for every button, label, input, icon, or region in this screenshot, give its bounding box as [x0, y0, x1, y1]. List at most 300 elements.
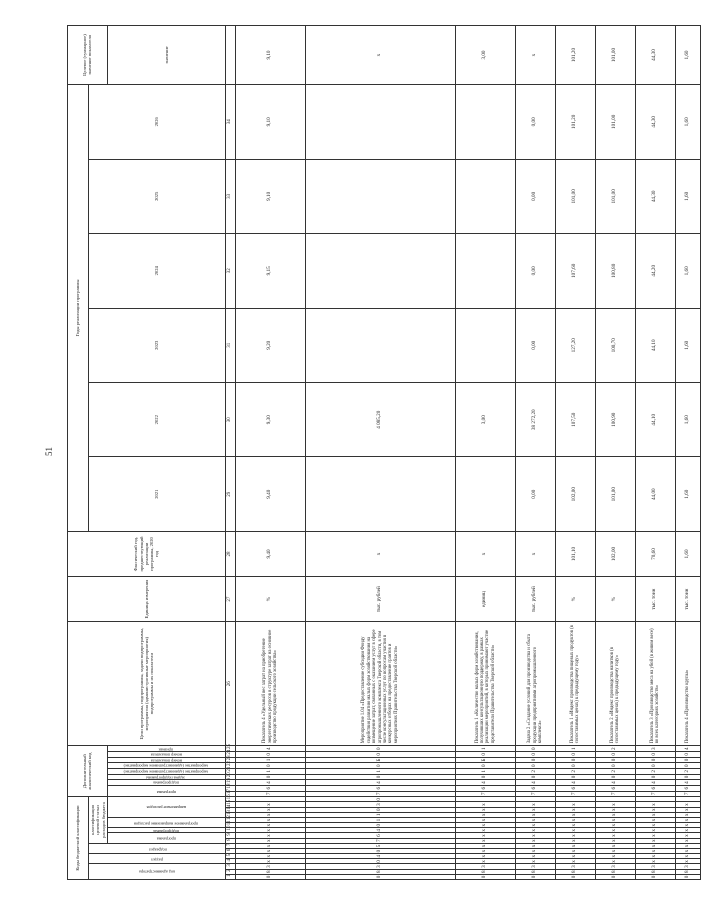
budget-code-digit: 0 [305, 797, 455, 802]
program-code-digit: 0 [515, 757, 555, 763]
indicator-fact-value: 102,00 [595, 531, 635, 576]
indicator-year-value: 1,60 [675, 85, 700, 160]
program-code-digit: 2 [635, 768, 675, 774]
indicator-unit: % [595, 577, 635, 622]
budget-code-digit: x [675, 807, 700, 812]
indicator-year-value: 1,60 [675, 159, 700, 233]
indicator-name: Показатель 2 «Индекс производства напитков (в сопоставимых ценах) к предыдущему году» [595, 622, 635, 746]
target-header: Целевое (суммарное) значение показателя [68, 26, 108, 85]
budget-code-digit: x [635, 828, 675, 833]
program-code-digit: 2 [555, 768, 595, 774]
program-code-digit: 6 [305, 785, 455, 791]
indicator-year-value: 44,00 [635, 457, 675, 531]
indicator-fact-value: 70,60 [635, 531, 675, 576]
budget-code-digit: 0 [555, 874, 595, 879]
budget-code-digit: 3 [675, 864, 700, 869]
budget-code-digit: x [595, 848, 635, 853]
index-cell: 29 [225, 457, 235, 531]
table-row [595, 26, 635, 880]
indicator-year-value: 3,00 [455, 382, 515, 456]
indicator-fact-value: 1,60 [675, 531, 700, 576]
budget-code-digit: x [555, 812, 595, 817]
budget-code-digit: x [635, 848, 675, 853]
year-2023-header: 2023 [89, 308, 226, 382]
indicator-target-value: 101,20 [555, 26, 595, 85]
indicator-year-value [305, 159, 455, 233]
index-cell: 4 [225, 859, 235, 864]
indicator-name: Показатель 4 «Удельный вес затрат на приобретение энергетических ресурсов в структуре затрат на основное производство продукции сельского хозяйства» [235, 622, 305, 746]
budget-code-digit: 8 [555, 869, 595, 874]
budget-code-digit: x [635, 823, 675, 828]
program-code-digit: 1 [305, 768, 455, 774]
index-cell: 17 [225, 791, 235, 797]
program-code-digit: 0 [555, 752, 595, 758]
budget-code-digit: 8 [515, 869, 555, 874]
budget-code-digit: 4 [305, 854, 455, 859]
indicator-year-value: 9,10 [235, 159, 305, 233]
program-code-digit: 0 [595, 763, 635, 769]
indicator-unit: % [555, 577, 595, 622]
budget-code-digit: x [635, 859, 675, 864]
index-cell: 28 [225, 531, 235, 576]
budget-code-digit: x [235, 817, 305, 822]
budget-code-digit: x [675, 828, 700, 833]
program-code-digit: 0 [675, 774, 700, 780]
indicator-target-value: 1,60 [675, 26, 700, 85]
budget-code-digit: x [455, 854, 515, 859]
program-code-digit: 0 [675, 752, 700, 758]
program-code-digit: 7 [595, 791, 635, 797]
indicator-unit: тыс. тонн [635, 577, 675, 622]
index-cell: 25 [225, 746, 235, 752]
indicator-year-value: 9,40 [235, 457, 305, 531]
indicator-year-value: 9,15 [235, 234, 305, 308]
budget-code-digit: 0 [455, 874, 515, 879]
budget-code-digit: x [675, 859, 700, 864]
budget-code-digit: 3 [555, 864, 595, 869]
budget-code-digit: x [595, 838, 635, 843]
budget-code-digit: 3 [635, 864, 675, 869]
program-code-digit: 0 [305, 752, 455, 758]
prog-task-header: задача подпрограммы [107, 774, 225, 780]
budget-code-digit: x [635, 838, 675, 843]
indicator-year-value: 102,00 [555, 457, 595, 531]
budget-code-digit: x [515, 802, 555, 807]
program-code-digit: 1 [455, 746, 515, 752]
name-header: Цели программы, подпрограммы, задачи подпрограммы, мероприятия (административные мероприятия) подпрограммы и их показатели [68, 622, 226, 746]
program-code-digit: 7 [515, 791, 555, 797]
budget-code-digit: x [235, 823, 305, 828]
program-code-digit: 1 [555, 746, 595, 752]
index-cell: 5 [225, 854, 235, 859]
budget-code-digit: x [595, 843, 635, 848]
budget-code-digit: x [635, 807, 675, 812]
section-header: раздел [89, 854, 226, 864]
indicator-fact-value: 9,40 [235, 531, 305, 576]
program-code-digit: 0 [595, 752, 635, 758]
program-code-digit: 0 [455, 752, 515, 758]
indicator-year-value: 0,00 [515, 457, 555, 531]
program-code-digit: 7 [455, 791, 515, 797]
indicator-year-value: 107,50 [555, 382, 595, 456]
index-cell: 34 [225, 85, 235, 160]
budget-code-digit: x [555, 807, 595, 812]
table-row [305, 26, 455, 880]
indicator-year-value: 1,60 [675, 382, 700, 456]
prog-sign-header: признак [107, 746, 225, 752]
indicator-year-value: 38 272,20 [515, 382, 555, 456]
index-cell: 3 [225, 864, 235, 869]
budget-codes-header: Коды бюджетной классификации [68, 797, 89, 880]
indicator-year-value: 101,20 [555, 85, 595, 160]
indicator-year-value [455, 234, 515, 308]
program-code-digit: 0 [635, 752, 675, 758]
indicator-year-value: 44,20 [635, 234, 675, 308]
budget-code-digit: 1 [305, 817, 455, 822]
program-code-digit: 6 [555, 785, 595, 791]
program-code-digit: 4 [675, 746, 700, 752]
budget-code-digit: x [675, 802, 700, 807]
prog-subprogram-header: подпрограмма [107, 780, 225, 786]
indicator-year-value: 1,60 [675, 234, 700, 308]
index-cell: 2 [225, 869, 235, 874]
program-code-digit: 0 [515, 752, 555, 758]
indicator-year-value: 0,00 [515, 308, 555, 382]
budget-code-digit: x [235, 812, 305, 817]
budget-code-digit: x [515, 848, 555, 853]
index-cell: 24 [225, 752, 235, 758]
budget-code-digit: x [675, 848, 700, 853]
program-code-digit: 6 [515, 785, 555, 791]
fact-year-header: Фактический год, предшествующий реализации программы, 2020 год [68, 531, 226, 576]
budget-code-digit: 0 [305, 874, 455, 879]
program-code-digit: 7 [635, 791, 675, 797]
year-2022-header: 2022 [89, 382, 226, 456]
index-cell: 15 [225, 802, 235, 807]
budget-code-digit: x [555, 823, 595, 828]
index-cell: 12 [225, 817, 235, 822]
budget-code-digit: 8 [635, 869, 675, 874]
budget-code-digit: x [595, 828, 635, 833]
program-code-digit: 7 [555, 791, 595, 797]
program-code-digit: 4 [305, 780, 455, 786]
indicators-table-sheet [67, 25, 691, 880]
indicator-year-value: 9,10 [235, 85, 305, 160]
year-2024-header: 2024 [89, 234, 226, 308]
indicator-year-value: 44,30 [635, 85, 675, 160]
budget-code-digit: x [595, 823, 635, 828]
budget-code-digit: 3 [305, 802, 455, 807]
column-index-row [225, 26, 235, 880]
indicator-year-value: 101,00 [595, 159, 635, 233]
budget-code-digit: x [675, 817, 700, 822]
indicator-year-value [455, 85, 515, 160]
budget-code-digit: x [595, 807, 635, 812]
budget-code-digit: 3 [305, 864, 455, 869]
budget-code-digit: x [555, 838, 595, 843]
budget-code-digit: x [515, 807, 555, 812]
indicator-year-value [305, 234, 455, 308]
indicator-unit: тыс. рублей [305, 577, 455, 622]
budget-code-digit: 1 [305, 812, 455, 817]
index-cell: 9 [225, 833, 235, 838]
program-code-digit: 0 [235, 774, 305, 780]
program-code-digit: 4 [635, 780, 675, 786]
program-code-digit: 1 [235, 757, 305, 763]
budget-code-digit: x [515, 817, 555, 822]
indicator-target-value: x [305, 26, 455, 85]
prog-event-header: мероприятие (административное мероприятие) [107, 768, 225, 774]
budget-code-digit: 0 [595, 874, 635, 879]
table-row [555, 26, 595, 880]
indicator-year-value: 44,10 [635, 382, 675, 456]
indicator-fact-value: x [455, 531, 515, 576]
budget-code-digit: 3 [455, 864, 515, 869]
indicator-year-value: 0,00 [515, 85, 555, 160]
budget-code-digit: x [675, 838, 700, 843]
budget-code-digit: x [555, 828, 595, 833]
budget-code-digit: 8 [305, 869, 455, 874]
program-code-digit: 0 [235, 752, 305, 758]
budget-code-digit [675, 797, 700, 802]
indicator-unit: тыс. рублей [515, 577, 555, 622]
indicator-year-value: 0,00 [515, 234, 555, 308]
indicator-unit: единиц [455, 577, 515, 622]
index-cell: 6 [225, 848, 235, 853]
program-code-digit: 0 [635, 774, 675, 780]
budget-code-digit: x [635, 802, 675, 807]
program-code-digit: Б [305, 757, 455, 763]
program-code-digit: 0 [595, 757, 635, 763]
table-row [455, 26, 515, 880]
budget-code-digit: x [515, 812, 555, 817]
subsection-header: подраздел [89, 843, 226, 853]
indicator-year-value: 101,00 [595, 457, 635, 531]
indicator-name: Показатель 3 «Производство мяса на убой (в живом весе) во всех категориях хозяйств» [635, 622, 675, 746]
budget-code-digit: 0 [515, 874, 555, 879]
program-code-digit: 2 [595, 746, 635, 752]
budget-code-digit: x [515, 859, 555, 864]
budget-code-digit: x [595, 817, 635, 822]
budget-code-digit: x [635, 854, 675, 859]
budget-code-digit: x [555, 854, 595, 859]
budget-code-digit: x [595, 859, 635, 864]
budget-code-digit: 3 [515, 864, 555, 869]
budget-code-digit: 0 [305, 848, 455, 853]
budget-code-digit: x [635, 812, 675, 817]
index-cell: 30 [225, 382, 235, 456]
program-code-digit: 2 [675, 768, 700, 774]
indicator-fact-value: 101,10 [555, 531, 595, 576]
program-code-digit: 2 [595, 768, 635, 774]
index-cell: 11 [225, 823, 235, 828]
budget-code-digit: x [455, 828, 515, 833]
program-code-digit: 7 [235, 791, 305, 797]
budget-code-digit: x [595, 812, 635, 817]
index-cell: 13 [225, 812, 235, 817]
csr-subprogram-header: подпрограмма [107, 828, 225, 833]
budget-code-digit: x [635, 833, 675, 838]
program-code-digit: 7 [305, 791, 455, 797]
budget-code-digit: x [515, 833, 555, 838]
budget-code-digit: x [455, 848, 515, 853]
indicator-fact-value: x [305, 531, 455, 576]
budget-code-digit: x [555, 848, 595, 853]
budget-code-digit: x [455, 838, 515, 843]
budget-code-digit [635, 797, 675, 802]
indicator-name: Показатель 1 «Количество малых форм хозяйствования, получивших консультационную поддержку, в рамках реализации мероприятий, в которых принимают участие представители Правительства Тверской области» [455, 622, 515, 746]
indicator-unit: % [235, 577, 305, 622]
program-code-digit: 6 [675, 785, 700, 791]
program-code-digit: 6 [595, 785, 635, 791]
indicator-name: Задача 2 «Создание условий для производства и сбыта продукции предприятиями агропромышленного комплекса» [515, 622, 555, 746]
budget-code-digit: x [555, 833, 595, 838]
table-row [635, 26, 675, 880]
program-code-digit: Б [455, 757, 515, 763]
index-cell: 22 [225, 763, 235, 769]
indicator-year-value: 100,80 [595, 234, 635, 308]
index-cell: 33 [225, 159, 235, 233]
indicator-year-value: 127,20 [555, 308, 595, 382]
index-cell: 32 [225, 234, 235, 308]
budget-code-digit [455, 797, 515, 802]
program-code-digit: 0 [555, 763, 595, 769]
indicator-target-value: 3,00 [455, 26, 515, 85]
budget-code-digit: 8 [595, 869, 635, 874]
index-cell: 20 [225, 774, 235, 780]
index-cell: 23 [225, 757, 235, 763]
table-row [515, 26, 555, 880]
index-cell: 10 [225, 828, 235, 833]
program-code-digit: 0 [635, 757, 675, 763]
budget-code-digit: 3 [235, 864, 305, 869]
prog-event-sub-header: мероприятие (административное мероприятие) [107, 763, 225, 769]
indicator-year-value: 100,90 [595, 382, 635, 456]
budget-code-digit: 3 [595, 864, 635, 869]
budget-code-digit: 8 [455, 869, 515, 874]
program-code-digit: 0 [515, 746, 555, 752]
budget-code-digit [555, 797, 595, 802]
budget-code-digit: x [455, 817, 515, 822]
budget-code-digit: x [235, 843, 305, 848]
prog-indicator-number-header: номер показателя [107, 757, 225, 763]
indicator-year-value [455, 308, 515, 382]
index-cell: 27 [225, 577, 235, 622]
program-code-digit: 0 [675, 763, 700, 769]
program-code-digit: 4 [455, 780, 515, 786]
budget-code-digit [235, 797, 305, 802]
index-cell: 1 [225, 874, 235, 879]
program-code-digit: 7 [675, 791, 700, 797]
page-number: 51 [44, 447, 54, 456]
prog-indicator-number2-header: номер показателя [107, 752, 225, 758]
indicator-fact-value: x [515, 531, 555, 576]
program-code-digit: 0 [305, 774, 455, 780]
indicator-year-value [455, 457, 515, 531]
program-code-digit: 0 [305, 763, 455, 769]
year-2021-header: 2021 [89, 457, 226, 531]
budget-code-digit: x [675, 843, 700, 848]
budget-code-digit: 0 [635, 874, 675, 879]
index-cell: 21 [225, 768, 235, 774]
index-cell: 7 [225, 843, 235, 848]
indicator-year-value: 9,20 [235, 308, 305, 382]
table-row [235, 26, 305, 880]
csr-direction-header: направление расходов [107, 797, 225, 818]
indicator-year-value: 107,60 [555, 234, 595, 308]
budget-code-digit: x [675, 854, 700, 859]
indicator-year-value: 4 085,20 [305, 382, 455, 456]
program-code-digit: 1 [235, 768, 305, 774]
budget-code-digit: x [455, 807, 515, 812]
year-2025-header: 2025 [89, 159, 226, 233]
budget-code-digit: x [455, 802, 515, 807]
budget-code-digit: x [235, 838, 305, 843]
budget-code-digit: x [515, 823, 555, 828]
budget-code-digit: x [595, 854, 635, 859]
csr-program-header: программа [107, 833, 225, 843]
budget-code-digit: x [235, 807, 305, 812]
budget-code-digit: 4 [305, 828, 455, 833]
budget-code-digit: x [595, 802, 635, 807]
indicator-target-value: x [515, 26, 555, 85]
budget-code-digit: x [455, 812, 515, 817]
budget-code-digit: x [555, 802, 595, 807]
budget-code-digit: x [455, 833, 515, 838]
budget-code-digit [595, 797, 635, 802]
index-cell: 31 [225, 308, 235, 382]
budget-code-digit: x [675, 812, 700, 817]
indicator-year-value [305, 308, 455, 382]
budget-code-digit: 0 [675, 874, 700, 879]
program-code-digit: 0 [555, 757, 595, 763]
program-code-digit: 3 [635, 746, 675, 752]
program-code-digit: 0 [515, 763, 555, 769]
budget-code-digit: x [555, 817, 595, 822]
program-code-digit: 4 [235, 780, 305, 786]
budget-code-digit: 8 [675, 869, 700, 874]
budget-code-digit: x [455, 843, 515, 848]
program-code-digit: 0 [675, 757, 700, 763]
budget-code-digit: x [595, 833, 635, 838]
indicator-year-value: 100,70 [595, 308, 635, 382]
indicator-year-value: 44,10 [635, 308, 675, 382]
program-code-digit: 2 [515, 768, 555, 774]
program-code-digit: 6 [455, 785, 515, 791]
budget-code-digit: x [235, 802, 305, 807]
program-code-digit: 0 [635, 763, 675, 769]
budget-code-digit: 8 [235, 869, 305, 874]
csr-program-direction-header: программное направление расходов [107, 817, 225, 827]
index-cell: 26 [225, 622, 235, 746]
indicator-year-value: 0,00 [515, 159, 555, 233]
budget-code-digit: 0 [235, 874, 305, 879]
indicator-name: Показатель 4 «Производство крупы» [675, 622, 700, 746]
unit-header: Единица измерения [68, 577, 226, 622]
budget-code-digit: x [555, 859, 595, 864]
budget-code-digit: 0 [305, 807, 455, 812]
budget-code-digit: 6 [305, 833, 455, 838]
index-cell: 18 [225, 785, 235, 791]
budget-code-digit: x [675, 833, 700, 838]
year-2026-header: 2026 [89, 85, 226, 160]
index-cell [225, 26, 235, 85]
program-code-digit: 4 [515, 780, 555, 786]
budget-code-digit: x [235, 859, 305, 864]
admin-code-header: код администратора [89, 864, 226, 880]
budget-code-digit: x [515, 838, 555, 843]
csr-header: классификация целевой статьи расходов бюджета [89, 797, 108, 844]
